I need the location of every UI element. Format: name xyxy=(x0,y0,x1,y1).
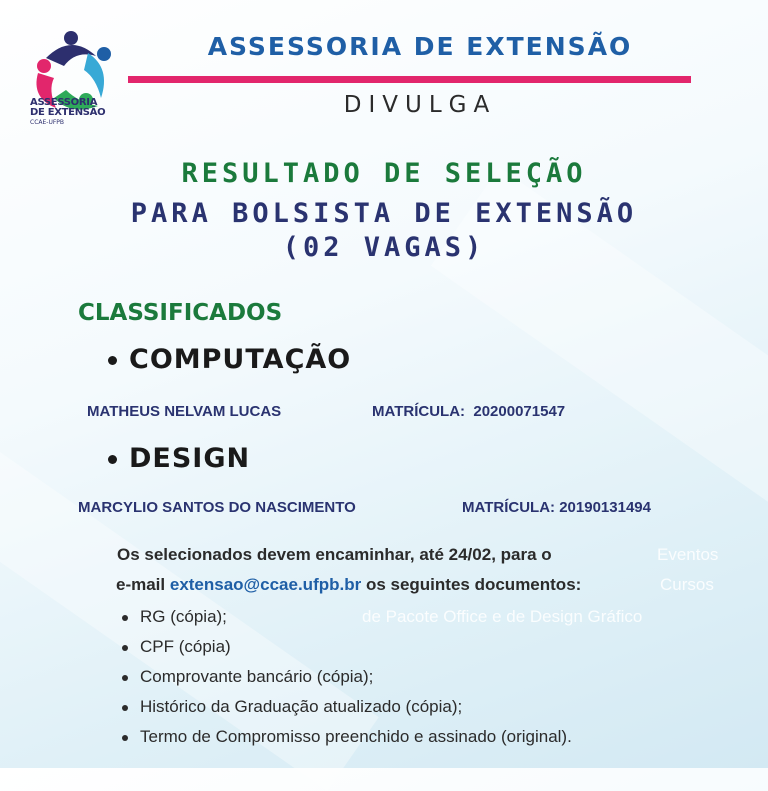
area-heading xyxy=(108,443,250,474)
document-label: Termo de Compromisso preenchido e assinado (original). xyxy=(140,727,572,746)
bullet-icon xyxy=(122,705,128,711)
background-ghost-text: Eventos xyxy=(657,545,719,564)
instructions-text: e-mail xyxy=(116,575,170,594)
documents-list xyxy=(122,602,572,752)
area-heading xyxy=(108,344,351,375)
document-label: Histórico da Graduação atualizado (cópia); xyxy=(140,697,463,716)
email-link[interactable]: extensao@ccae.ufpb.br xyxy=(169,575,362,594)
list-item xyxy=(122,602,572,632)
header-divider xyxy=(128,76,691,83)
candidate-name: MARCYLIO SANTOS DO NASCIMENTO xyxy=(78,499,356,516)
area-name: DESIGN xyxy=(129,443,251,474)
list-item xyxy=(122,692,572,722)
bullet-icon xyxy=(122,675,128,681)
logo-line: CCAE-UFPB xyxy=(30,119,65,126)
instructions-text: os seguintes documentos: xyxy=(361,575,582,594)
instructions-line xyxy=(116,575,768,595)
list-item xyxy=(122,722,572,752)
instructions-line: Os selecionados devem encaminhar, até 24/02, para o xyxy=(117,545,552,564)
area-name: COMPUTAÇÃO xyxy=(129,344,352,375)
bullet-icon xyxy=(122,645,128,651)
bullet-icon xyxy=(122,735,128,741)
logo-line: ASSESSORIA xyxy=(30,97,98,108)
candidate-name: MATHEUS NELVAM LUCAS xyxy=(87,403,282,420)
section-label: CLASSIFICADOS xyxy=(78,300,283,326)
header-title: ASSESSORIA DE EXTENSÃO xyxy=(207,32,633,61)
bullet-icon xyxy=(108,455,117,464)
background-ghost-text: de Pacote Office e de Design Gráfico xyxy=(362,607,643,626)
candidate-matricula: MATRÍCULA: 20190131494 xyxy=(462,499,651,516)
document-label: CPF (cópia) xyxy=(140,637,231,656)
document-label: RG (cópia); xyxy=(140,607,227,626)
heading-line: (02 VAGAS) xyxy=(282,232,486,263)
list-item xyxy=(122,632,572,662)
header-subtitle: DIVULGA xyxy=(343,92,497,118)
candidate-matricula: MATRÍCULA: 20200071547 xyxy=(372,403,566,420)
list-item xyxy=(122,662,572,692)
background-ghost-text: Cursos xyxy=(660,575,714,594)
heading-line: RESULTADO DE SELEÇÃO xyxy=(181,158,587,189)
document-label: Comprovante bancário (cópia); xyxy=(140,667,374,686)
bullet-icon xyxy=(122,615,128,621)
logo-line: DE EXTENSÃO xyxy=(30,107,106,118)
bullet-icon xyxy=(108,356,117,365)
heading-line: PARA BOLSISTA DE EXTENSÃO xyxy=(130,198,638,229)
logo-text xyxy=(30,98,120,126)
